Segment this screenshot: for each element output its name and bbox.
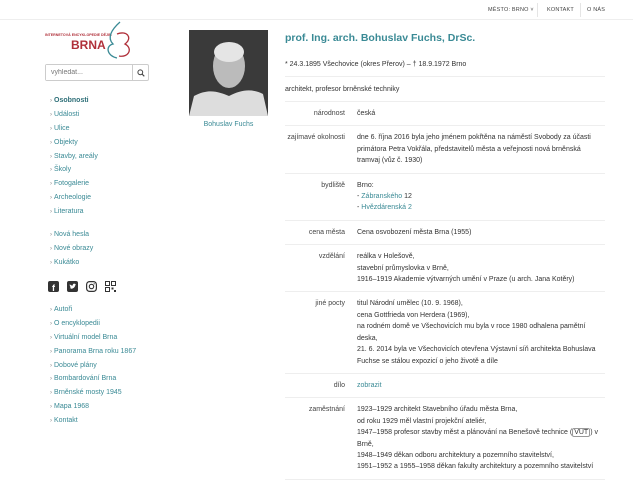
- table-row: [285, 245, 605, 292]
- table-row: [285, 398, 605, 479]
- divider: [537, 3, 538, 17]
- row-label: zajímavé okolnosti: [285, 126, 357, 173]
- street-number: 12: [404, 193, 412, 201]
- row-value: 1923–1929 architekt Stavebního úřadu města Brna, od roku 1929 měl vlastní projekční ateliér, 1947–1958 profesor stavby měst a plánování na Benešově technice ( VUT ) v Brně, 1948–1949 děkan odboru architektury a pozemního stavitelství, 1951–1952 a 1955–1958 děkan fakulty architektury a pozemního stavitelství: [357, 398, 605, 479]
- nav-item[interactable]: › Bombardování Brna: [50, 375, 117, 383]
- nav-item[interactable]: › Mapa 1968: [50, 403, 90, 411]
- street-link[interactable]: Zábranského: [361, 193, 403, 201]
- portrait-photo[interactable]: [189, 30, 268, 116]
- row-label: jiné pocty: [285, 292, 357, 373]
- nav-item[interactable]: › Události: [50, 110, 80, 118]
- social-links: [48, 281, 116, 292]
- city-label: MĚSTO: BRNO: [488, 7, 529, 13]
- show-works-link[interactable]: zobrazit: [357, 381, 382, 389]
- nav-link[interactable]: Archeologie: [54, 194, 91, 202]
- nav-item[interactable]: › Školy: [50, 166, 72, 174]
- nav-link[interactable]: Kukátko: [54, 258, 80, 266]
- nav-item[interactable]: › Dobové plány: [50, 361, 97, 369]
- nav-link[interactable]: Literatura: [54, 208, 84, 216]
- residence-city: Brno:: [357, 181, 374, 189]
- search-icon: [137, 69, 145, 77]
- table-row: [285, 173, 605, 220]
- svg-text:BRNA: BRNA: [71, 38, 106, 52]
- row-value: Cena osvobození města Brna (1955): [357, 220, 605, 244]
- row-label: cena města: [285, 220, 357, 244]
- search-button[interactable]: [132, 65, 148, 80]
- nav-link[interactable]: Mapa 1968: [54, 403, 90, 411]
- nav-link[interactable]: Ulice: [54, 124, 70, 132]
- nav-link[interactable]: Osobnosti: [54, 97, 89, 104]
- row-label: bydliště: [285, 173, 357, 220]
- nav-link[interactable]: Události: [54, 110, 80, 118]
- nav-item[interactable]: › Nové obrazy: [50, 244, 94, 252]
- nav-item[interactable]: › Panorama Brna roku 1867: [50, 347, 137, 355]
- contact-link[interactable]: KONTAKT: [547, 7, 574, 13]
- nav-item[interactable]: › Nová hesla: [50, 231, 90, 238]
- city-selector[interactable]: [488, 7, 534, 13]
- main-nav: [50, 94, 98, 219]
- instagram-icon[interactable]: [86, 281, 97, 292]
- facebook-icon[interactable]: [48, 281, 59, 292]
- nav-link[interactable]: O encyklopedii: [54, 319, 100, 327]
- nav-item[interactable]: › Archeologie: [50, 194, 91, 202]
- nav-item[interactable]: › Literatura: [50, 208, 84, 216]
- nav-item[interactable]: › Brněnské mosty 1945: [50, 389, 122, 397]
- row-value: česká: [357, 102, 605, 126]
- nav-item[interactable]: › Objekty: [50, 138, 78, 146]
- info-nav: [50, 303, 136, 428]
- nav-link[interactable]: Fotogalerie: [54, 180, 90, 188]
- row-label: vzdělání: [285, 245, 357, 292]
- row-value: dne 6. října 2016 byla jeho jménem pokřtěna na náměstí Svobody za účasti primátora Petra Vokřála, představitelů města a veřejnosti nová brněnská tramvaj (vůz č. 1930): [357, 126, 605, 173]
- nav-item[interactable]: › Stavby, areály: [50, 152, 98, 160]
- table-row: [285, 126, 605, 173]
- nav-link[interactable]: Virtuální model Brna: [54, 333, 118, 341]
- svg-text:INTERNETOVÁ ENCYKLOPEDIE DĚJIN: INTERNETOVÁ ENCYKLOPEDIE DĚJIN: [45, 33, 112, 37]
- nav-link[interactable]: Bombardování Brna: [54, 375, 117, 383]
- about-link[interactable]: O NÁS: [587, 7, 606, 13]
- row-value: Brno: - Zábranského 12 - Hvězdárenská 2: [357, 173, 605, 220]
- person-name: prof. Ing. arch. Bohuslav Fuchs, DrSc.: [285, 32, 476, 44]
- divider: [580, 3, 581, 17]
- detail-table: [285, 102, 605, 480]
- nav-item[interactable]: › Osobnosti: [50, 97, 89, 104]
- nav-item[interactable]: › Kontakt: [50, 417, 78, 425]
- row-value: reálka v Holešově, stavební průmyslovka v Brně, 1916–1919 Akademie výtvarných umění v Praze (u arch. Jana Kotěry): [357, 245, 605, 292]
- nav-link[interactable]: Stavby, areály: [54, 152, 98, 160]
- photo-caption: Bohuslav Fuchs: [203, 121, 254, 128]
- nav-link[interactable]: Objekty: [54, 138, 78, 146]
- nav-item[interactable]: › Virtuální model Brna: [50, 333, 118, 341]
- caret-down-icon: ˅: [530, 7, 534, 13]
- row-label: dílo: [285, 373, 357, 397]
- svg-text:f: f: [52, 283, 55, 292]
- nav-item[interactable]: › Autoři: [50, 306, 73, 313]
- person-detail: [285, 30, 605, 480]
- search-box: [45, 64, 149, 81]
- logo[interactable]: [45, 20, 135, 60]
- table-row: [285, 373, 605, 397]
- life-dates: * 24.3.1895 Všechovice (okres Přerov) – † 18.9.1972 Brno: [285, 52, 605, 77]
- nav-link[interactable]: Kontakt: [54, 417, 78, 425]
- nav-link[interactable]: Dobové plány: [54, 361, 97, 369]
- row-label: zaměstnání: [285, 398, 357, 479]
- nav-link[interactable]: Autoři: [54, 306, 73, 313]
- twitter-icon[interactable]: [67, 281, 78, 292]
- nav-item[interactable]: › Ulice: [50, 124, 70, 132]
- street-link[interactable]: Hvězdárenská 2: [361, 204, 412, 212]
- nav-link[interactable]: Brněnské mosty 1945: [54, 389, 122, 397]
- nav-link[interactable]: Školy: [54, 166, 72, 174]
- new-nav: [50, 228, 93, 270]
- top-bar: [0, 0, 633, 20]
- vut-abbreviation[interactable]: VUT: [574, 429, 589, 437]
- nav-link[interactable]: Nová hesla: [54, 231, 90, 238]
- nav-item[interactable]: › Kukátko: [50, 258, 80, 266]
- row-label: národnost: [285, 102, 357, 126]
- table-row: [285, 220, 605, 244]
- search-input[interactable]: [46, 65, 132, 80]
- nav-item[interactable]: › Fotogalerie: [50, 180, 90, 188]
- nav-link[interactable]: Panorama Brna roku 1867: [54, 347, 137, 355]
- qr-code-icon[interactable]: [105, 281, 116, 292]
- table-row: [285, 102, 605, 126]
- row-value: [357, 373, 605, 397]
- nav-item[interactable]: › O encyklopedii: [50, 319, 100, 327]
- table-row: [285, 292, 605, 373]
- row-value: titul Národní umělec (10. 9. 1968), cena Gottfrieda von Herdera (1969), na rodném domě ve Všechovicích mu byla v roce 1980 odhalena pamětní deska, 21. 6. 2014 byla ve Všechovicích otevřena Výstavní síň architekta Bohuslava Fuchse se stálou expozicí o jeho životě a díle: [357, 292, 605, 373]
- person-description: architekt, profesor brněnské techniky: [285, 77, 605, 102]
- nav-link[interactable]: Nové obrazy: [54, 244, 94, 252]
